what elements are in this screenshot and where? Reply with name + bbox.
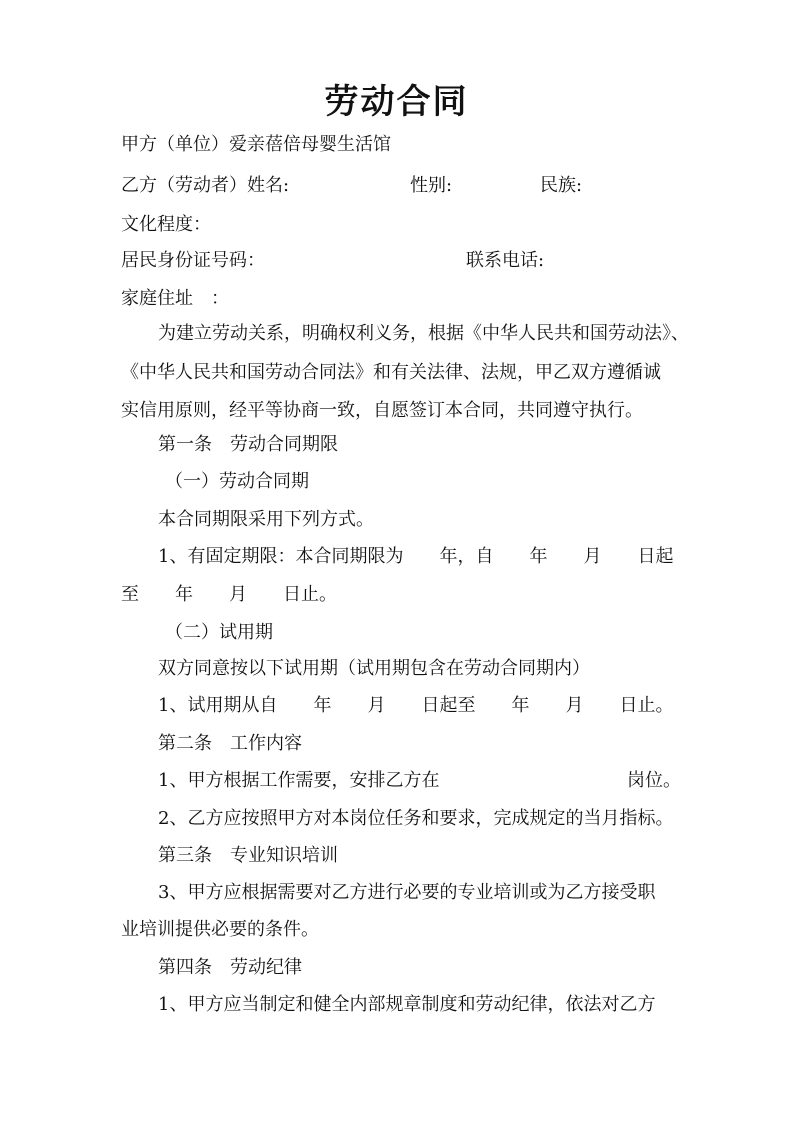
- article-1-method: 本合同期限采用下列方式。: [158, 509, 374, 530]
- article-2-item-2: 2、乙方应按照甲方对本岗位任务和要求，完成规定的当月指标。: [158, 808, 674, 829]
- article-3-item-3-line-2: 业培训提供必要的条件。: [121, 919, 319, 940]
- ethnicity-label: 民族:: [540, 175, 583, 196]
- article-1-subsection-2: （二）试用期: [165, 622, 273, 643]
- gender-label: 性别:: [410, 175, 453, 196]
- article-2-heading: 第二条 工作内容: [158, 733, 302, 754]
- article-1-fixed-term-line-1: 1、有固定期限：本合同期限为 年，自 年 月 日起: [158, 546, 674, 567]
- education-label: 文化程度：: [121, 214, 211, 235]
- article-1-subsection-1: （一）劳动合同期: [165, 471, 309, 492]
- document-title: 劳动合同: [324, 82, 469, 122]
- party-b-name-label: 乙方（劳动者）姓名:: [121, 175, 290, 196]
- article-2-item-1-text: 1、甲方根据工作需要，安排乙方在: [158, 770, 440, 791]
- phone-label: 联系电话:: [466, 250, 545, 271]
- article-3-heading: 第三条 专业知识培训: [158, 845, 338, 866]
- preamble-line-2: 《中华人民共和国劳动合同法》和有关法律、法规，甲乙双方遵循诚: [121, 362, 661, 383]
- article-1-fixed-term-line-2: 至 年 月 日止。: [121, 584, 337, 605]
- article-1-probation-intro: 双方同意按以下试用期（试用期包含在劳动合同期内）: [158, 658, 590, 679]
- article-1-probation-period: 1、试用期从自 年 月 日起至 年 月 日止。: [158, 695, 674, 716]
- article-4-heading: 第四条 劳动纪律: [158, 957, 302, 978]
- party-a-line: 甲方（单位）爱亲蓓倍母婴生活馆: [121, 134, 391, 155]
- article-4-item-1: 1、甲方应当制定和健全内部规章制度和劳动纪律，依法对乙方: [158, 994, 656, 1015]
- preamble-line-3: 实信用原则，经平等协商一致，自愿签订本合同，共同遵守执行。: [121, 400, 643, 421]
- preamble-line-1: 为建立劳动关系，明确权利义务，根据《中华人民共和国劳动法》、: [158, 323, 689, 344]
- article-3-item-3-line-1: 3、甲方应根据需要对乙方进行必要的专业培训或为乙方接受职: [158, 882, 656, 903]
- address-label: 家庭住址 ：: [121, 288, 229, 309]
- id-number-label: 居民身份证号码：: [121, 250, 265, 271]
- article-1-heading: 第一条 劳动合同期限: [158, 434, 338, 455]
- article-2-item-1-position: 岗位。: [627, 770, 681, 791]
